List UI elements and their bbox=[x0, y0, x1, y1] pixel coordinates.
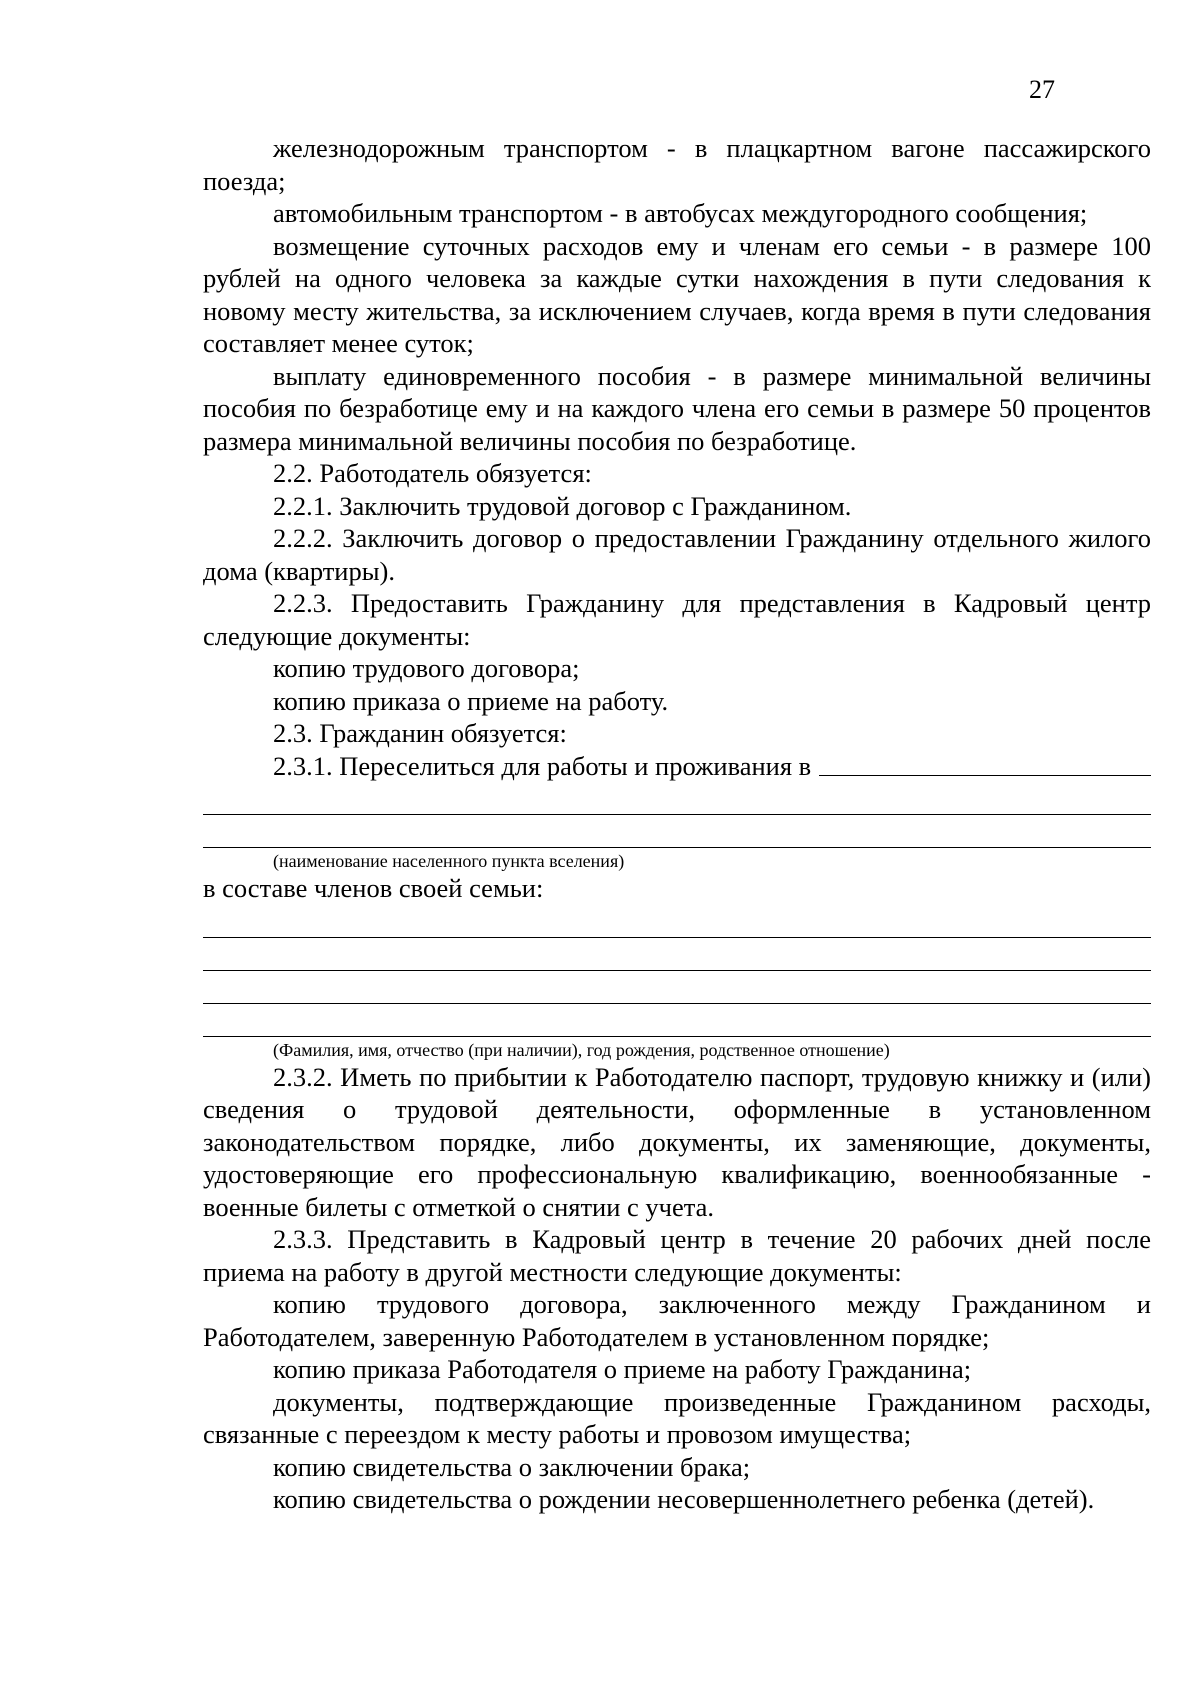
paragraph-2-3-2: 2.3.2. Иметь по прибытии к Работодателю паспорт, трудовую книжку и (или) сведения о трудовой деятельности, оформленные в установленном законодательством порядке, либо документы, их заменяющие, документы, удостоверяющие его профессиональную квалификацию, военнообязанные - военные билеты с отметкой о снятии с учета. bbox=[203, 1061, 1151, 1222]
paragraph-daily-expenses: возмещение суточных расходов ему и членам его семьи - в размере 100 рублей на одного человека за каждые сутки нахождения в пути следования к новому месту жительства, за исключением случаев, когда время в пути следования составляет менее суток; bbox=[203, 230, 1151, 358]
paragraph-birth-certificate: копию свидетельства о рождении несовершеннолетнего ребенка (детей). bbox=[273, 1484, 1095, 1514]
paragraph-2-2-1: 2.2.1. Заключить трудовой договор с Гражданином. bbox=[273, 490, 852, 521]
paragraph-road-transport: автомобильным транспортом - в автобусах междугородного сообщения; bbox=[273, 198, 1088, 228]
paragraph-expense-documents: документы, подтверждающие произведенные Гражданином расходы, связанные с переездом к месту работы и провозом имущества; bbox=[203, 1386, 1151, 1449]
caption-settlement: (наименование населенного пункта вселения) bbox=[273, 851, 625, 871]
paragraph-rail-transport: железнодорожным транспортом - в плацкартном вагоне пассажирского поезда; bbox=[203, 133, 1151, 196]
document-body bbox=[203, 132, 1151, 1516]
family-lead-text: в составе членов своей семьи: bbox=[203, 873, 544, 903]
paragraph-2-2-2: 2.2.2. Заключить договор о предоставлении Гражданину отдельного жилого дома (квартиры). bbox=[203, 523, 1151, 586]
settlement-blank-line-3 bbox=[203, 815, 1151, 848]
paragraph-2-3-3: 2.3.3. Представить в Кадровый центр в течение 20 рабочих дней после приема на работу в другой местности следующие документы: bbox=[203, 1224, 1151, 1287]
family-blank-line-2 bbox=[203, 938, 1151, 971]
family-blank-line-1 bbox=[203, 905, 1151, 938]
paragraph-2-2-3: 2.2.3. Предоставить Гражданину для представления в Кадровый центр следующие документы: bbox=[203, 588, 1151, 651]
paragraph-citizen-obligations: 2.3. Гражданин обязуется: bbox=[273, 718, 567, 748]
family-blank-line-3 bbox=[203, 971, 1151, 1004]
paragraph-marriage-certificate: копию свидетельства о заключении брака; bbox=[273, 1451, 751, 1482]
paragraph-copy-hiring-order: копию приказа о приеме на работу. bbox=[273, 685, 669, 716]
paragraph-lump-sum-allowance: выплату единовременного пособия - в размере минимальной величины пособия по безработице ему и на каждого члена его семьи в размере 50 процентов размера минимальной величины пособия по безработице. bbox=[203, 360, 1151, 456]
settlement-blank-line bbox=[819, 751, 1151, 776]
paragraph-copy-employer-order: копию приказа Работодателя о приеме на работу Гражданина; bbox=[273, 1354, 972, 1384]
relocate-lead-text: 2.3.1. Переселиться для работы и проживания в bbox=[273, 750, 812, 781]
caption-family: (Фамилия, имя, отчество (при наличии), год рождения, родственное отношение) bbox=[273, 1039, 890, 1060]
paragraph-copy-labor-contract: копию трудового договора; bbox=[273, 653, 580, 683]
paragraph-copy-contract-certified: копию трудового договора, заключенного между Гражданином и Работодателем, заверенную Работодателем в установленном порядке; bbox=[203, 1289, 1151, 1352]
page-number: 27 bbox=[1029, 75, 1055, 104]
settlement-blank-line-2 bbox=[203, 782, 1151, 815]
relocate-line bbox=[203, 750, 1151, 783]
paragraph-employer-obligations: 2.2. Работодатель обязуется: bbox=[273, 458, 592, 488]
family-blank-line-4 bbox=[203, 1004, 1151, 1037]
